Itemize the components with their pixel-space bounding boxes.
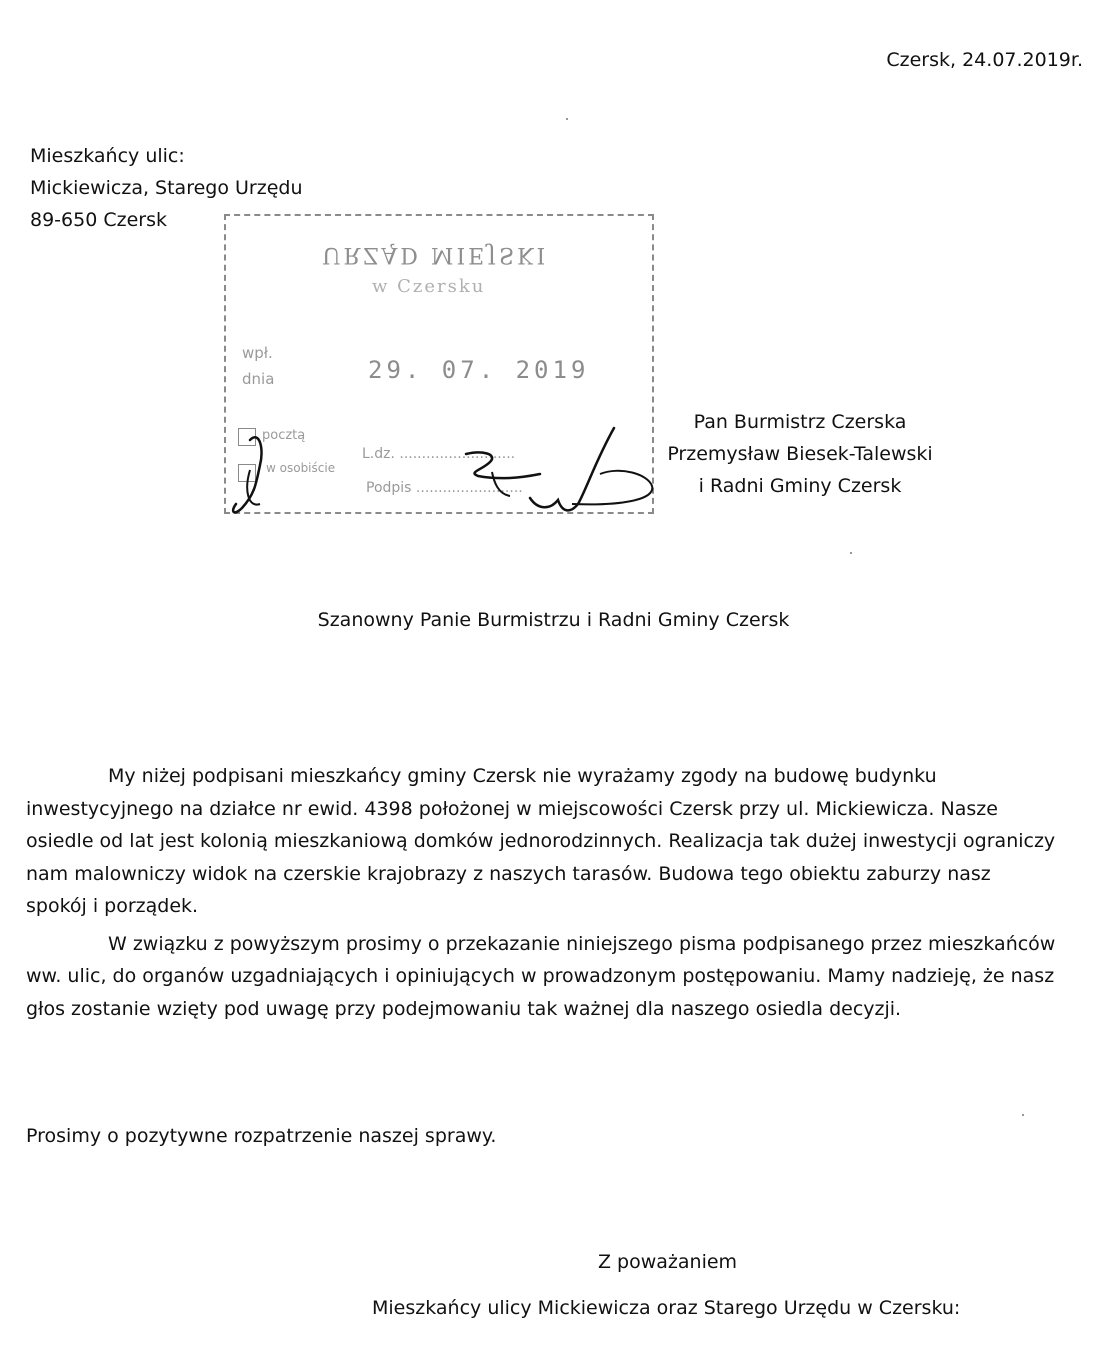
stamp-label-day: dnia (242, 370, 275, 388)
letter-body (26, 760, 1056, 1025)
regards: Z poważaniem (598, 1251, 738, 1273)
signers-heading: Mieszkańcy ulicy Mickiewicza oraz Starego Urzędu w Czersku: (372, 1297, 961, 1319)
recipient-line-1: Pan Burmistrz Czerska (693, 411, 907, 433)
stamp-option-personal: w osobiście (266, 461, 336, 475)
closing-request: Prosimy o pozytywne rozpatrzenie naszej sprawy. (26, 1125, 497, 1147)
stamp-line-signature: Podpis ........................ (366, 480, 523, 496)
place-date: Czersk, 24.07.2019r. (886, 49, 1083, 71)
recipient-address (650, 406, 950, 502)
recipient-line-2: Przemysław Biesek-Talewski (667, 443, 933, 465)
stamp-title: URZĄD MIEJSKI (322, 242, 549, 267)
body-paragraph: W związku z powyższym prosimy o przekazanie niniejszego pisma podpisanego przez mieszkańców ww. ulic, do organów uzgadniających i opiniujących w prowadzonym postępowaniu. Mamy nadzieję, że nasz głos zostanie wzięty pod uwagę przy podejmowaniu tak ważnej dla naszego osiedla decyzji. (26, 932, 1056, 1020)
sender-line-3: 89-650 Czersk (30, 209, 167, 231)
scan-speck (566, 118, 568, 120)
salutation: Szanowny Panie Burmistrzu i Radni Gminy Czersk (317, 609, 790, 631)
stamp-option-post: pocztą (262, 428, 306, 443)
sender-line-1: Mieszkańcy ulic: (30, 145, 185, 167)
body-paragraph: My niżej podpisani mieszkańcy gminy Czersk nie wyrażamy zgody na budowę budynku inwestycyjnego na działce nr ewid. 4398 położonej w miejscowości Czersk przy ul. Mickiewicza. Nasze osiedle od lat jest kolonią mieszkaniową domków jednorodzinnych. Realizacja tak dużej inwestycji ograniczy nam malowniczy widok na czerskie krajobrazy z naszych tarasów. Budowa tego obiektu zaburzy nasz spokój i porządek. (26, 765, 1056, 917)
recipient-line-3: i Radni Gminy Czersk (698, 475, 902, 497)
stamp-line-signs: L.dz. .......................... (362, 446, 516, 462)
stamp-label-received: wpł. (242, 344, 273, 362)
handwritten-signature (220, 420, 670, 530)
scan-speck (1022, 1114, 1024, 1116)
sender-line-2: Mickiewicza, Starego Urzędu (30, 177, 303, 199)
stamp-subtitle: w Czersku (372, 276, 486, 297)
stamp-date: 29. 07. 2019 (368, 356, 590, 384)
scan-speck (850, 552, 852, 554)
